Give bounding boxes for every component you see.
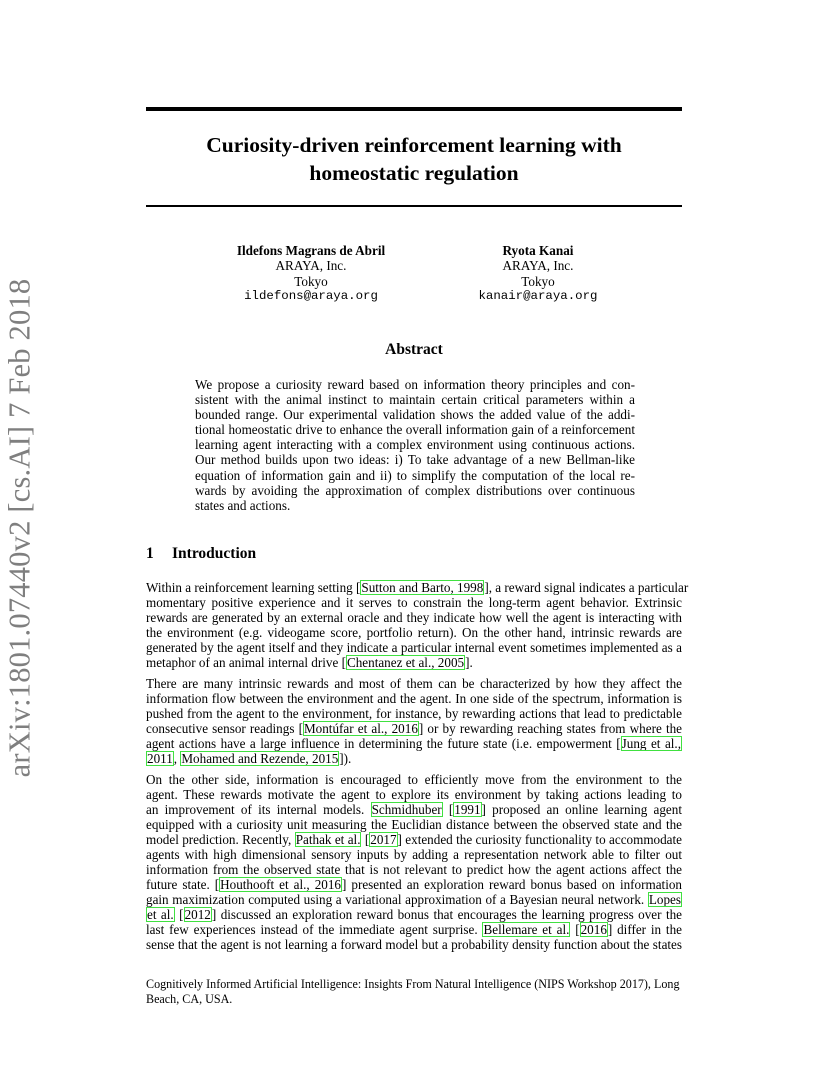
text-line: model prediction. Recently, Pathak et al. [2017] extended the curiosity functionality to accommodate	[146, 832, 682, 848]
text-line: last few experiences instead of the immediate agent surprise. Bellemare et al. [2016] differ in the	[146, 921, 682, 937]
text-line: agents with high dimensional sensory inputs by adding a representation network able to filter out	[146, 847, 682, 863]
text-line	[146, 893, 682, 908]
title-rule	[146, 205, 682, 207]
text-run: last few experiences instead of the immediate agent surprise.	[146, 921, 478, 937]
abstract-line: Our method builds upon two ideas: i) To take advantage of a new Bellman-like	[195, 452, 635, 468]
text-line: pushed from the agent to the environment, for instance, by rewarding actions that lead to predictable	[146, 706, 682, 722]
citation-link[interactable]: Mohamed and Rezende, 2015	[181, 750, 339, 766]
citation-link[interactable]: et al.	[147, 907, 174, 923]
citation-link[interactable]: Schmidhuber	[371, 802, 442, 818]
text-line: sense that the agent is not learning a forward model but a probability density function about the states	[146, 936, 682, 952]
text-line: information from the observed state that is not relevant to predict how the agent actions affect the	[146, 862, 682, 878]
abstract-line: tional homeostatic drive to enhance the overall information gain of a reinforcement	[195, 422, 635, 438]
author-block-2	[438, 243, 638, 304]
abstract-heading: Abstract	[385, 341, 443, 358]
author-email: ildefons@araya.org	[244, 288, 378, 303]
abstract-line: sistent with the animal instinct to maintain certain critical parameters within a	[195, 392, 635, 408]
author-affiliation: ARAYA, Inc.	[502, 258, 574, 274]
text-line: rewards are generated by an external oracle and they indicate how well the agent is interacting with	[146, 609, 682, 625]
paper-title	[146, 131, 682, 187]
text-run: ], a reward signal indicates a particular	[484, 580, 689, 595]
author-location: Tokyo	[294, 273, 328, 289]
abstract-line: bounded range. Our experimental validation shows the added value of the addi-	[195, 407, 635, 423]
text-run: ]).	[339, 750, 352, 766]
author-name: Ildefons Magrans de Abril	[236, 243, 386, 258]
citation-link[interactable]: 2012	[184, 907, 211, 923]
text-run: differ in the	[617, 921, 682, 937]
text-line: agent. These rewards motivate the agent to explore its environment by taking actions leading to	[146, 787, 682, 803]
text-line: the environment (e.g. videogame score, portfolio return). On the other hand, intrinsic rewards are	[146, 624, 682, 640]
citation-link[interactable]: Pathak et al.	[295, 832, 361, 848]
text-line: information flow between the environment and the agent. In one side of the spectrum, information is	[146, 691, 682, 707]
section-number: 1	[146, 545, 154, 562]
author-block-1	[211, 243, 411, 304]
text-line: equipped with a curiosity unit measuring the Euclidian distance between the observed state and the	[146, 817, 682, 833]
text-run: consecutive sensor readings [	[146, 721, 303, 737]
text-line	[146, 737, 682, 752]
text-run: agent actions have a large influence in determining the future state (i.e. empowerment [	[146, 736, 621, 752]
text-run: model prediction. Recently,	[146, 832, 292, 848]
text-line	[146, 878, 682, 893]
citation-link[interactable]: Lopes	[648, 892, 681, 908]
footnote: Cognitively Informed Artificial Intelligence: Insights From Natural Intelligence (NIPS Workshop 2017), Long Beach, CA, USA.	[146, 977, 680, 1006]
introduction-body	[146, 580, 689, 959]
text-run: proposed an online learning agent	[492, 802, 682, 818]
paragraph-3	[146, 773, 682, 952]
arxiv-identifier-text: arXiv:1801.07440v2 [cs.AI] 7 Feb 2018	[2, 278, 37, 778]
text-line: et al. [2012] discussed an exploration reward bonus that encourages the learning progress over the	[147, 907, 683, 923]
abstract-line: equation of information gain and ii) to simplify the computation of the local re-	[195, 467, 635, 483]
section-heading-introduction	[146, 545, 256, 563]
text-run: ] or by rewarding reaching states from where the	[418, 721, 682, 737]
abstract-line: learning agent interacting with a complex environment using continuous actions.	[195, 437, 635, 453]
paragraph-1	[146, 580, 689, 671]
text-run: extended the curiosity functionality to accommodate	[405, 832, 682, 848]
text-run: Within a reinforcement learning setting [	[146, 580, 361, 595]
title-line-2: homeostatic regulation	[309, 161, 519, 185]
text-line: momentary positive experience and it serves to constrain the long-term agent behavior. Extrinsic	[146, 594, 682, 610]
text-run: ].	[465, 654, 473, 670]
abstract-line: states and actions.	[195, 497, 291, 513]
abstract-body	[195, 377, 635, 513]
text-line	[146, 656, 682, 671]
title-line-1: Curiosity-driven reinforcement learning with	[206, 133, 622, 157]
citation-link[interactable]: Houthooft et al., 2016	[220, 877, 341, 893]
author-affiliation: ARAYA, Inc.	[275, 258, 347, 274]
text-run: gain maximization computed using a variational approximation of a Bayesian neural network.	[146, 892, 645, 908]
text-run: ] presented an exploration reward bonus based on information	[342, 877, 682, 893]
abstract-line: We propose a curiosity reward based on information theory principles and con-	[195, 377, 635, 392]
citation-link[interactable]: Sutton and Barto, 1998	[361, 580, 484, 595]
citation-link[interactable]: Bellemare et al.	[483, 921, 570, 937]
citation-link[interactable]: Montúfar et al., 2016	[303, 721, 418, 737]
text-run: discussed an exploration reward bonus that encourages the learning progress over the	[220, 907, 683, 923]
text-line	[146, 580, 689, 596]
top-rule	[146, 107, 682, 111]
section-title: Introduction	[172, 545, 257, 562]
citation-link[interactable]: 2017	[370, 832, 397, 848]
author-name: Ryota Kanai	[502, 243, 574, 258]
author-email: kanair@araya.org	[478, 288, 598, 303]
citation-link[interactable]: 2011	[147, 750, 173, 766]
paragraph-2	[146, 677, 682, 767]
citation-link[interactable]: 2016	[580, 921, 607, 937]
text-line: On the other side, information is encouraged to efficiently move from the environment to the	[146, 772, 682, 788]
text-run: metaphor of an animal internal drive [	[146, 654, 346, 670]
abstract-line: wards by avoiding the approximation of complex distributions over continuous	[195, 482, 635, 498]
text-run: future state. [	[146, 877, 220, 893]
citation-link[interactable]: 1991	[454, 802, 481, 818]
text-line: There are many intrinsic rewards and most of them can be characterized by how they affect the	[146, 676, 682, 692]
text-line: an improvement of its internal models. Schmidhuber [1991] proposed an online learning agent	[146, 802, 682, 818]
citation-link[interactable]: Jung et al.,	[621, 736, 681, 752]
text-line	[146, 722, 682, 737]
text-run: an improvement of its internal models.	[146, 802, 365, 818]
text-line: generated by the agent itself and they indicate a particular internal event sometimes implemented as a	[146, 639, 682, 655]
text-line	[146, 752, 682, 767]
text-run: ,	[173, 750, 181, 766]
citation-link[interactable]: Chentanez et al., 2005	[346, 654, 465, 670]
author-location: Tokyo	[521, 273, 555, 289]
